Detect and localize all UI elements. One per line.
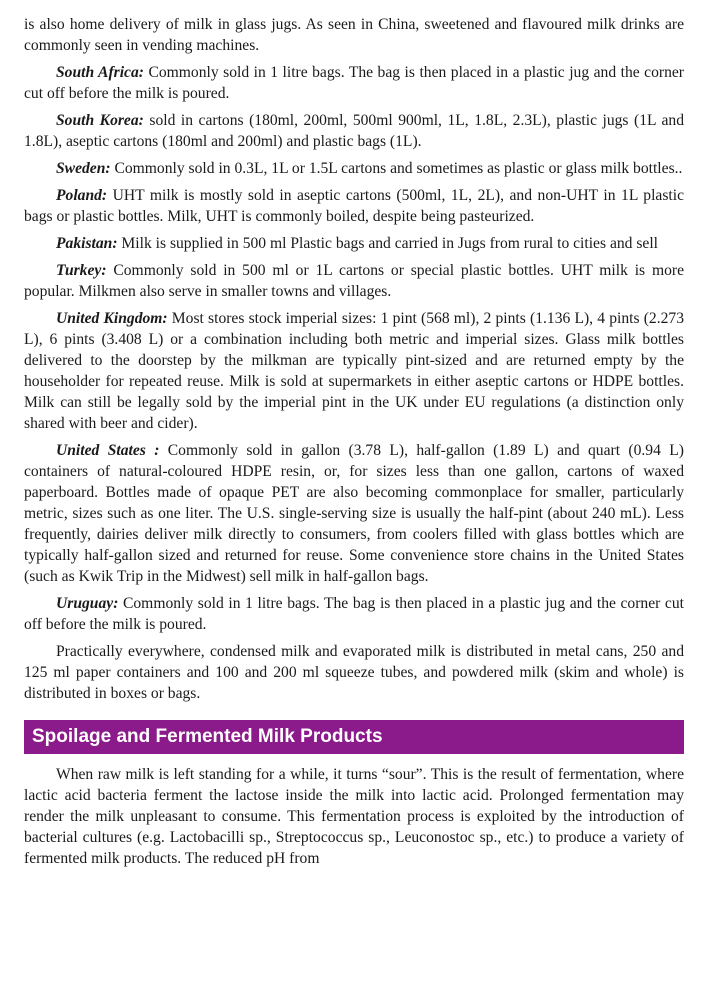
country-name: Turkey: — [56, 262, 107, 279]
section-paragraph: When raw milk is left standing for a while, it turns “sour”. This is the result of fermentation, where lactic acid bacteria ferment the lactose inside the milk into lactic acid. Prolonged fermentation may render the milk unpleasant to consume. This fermentation process is exploited by the introduction of bacterial cultures (e.g. Lactobacilli sp., Streptococcus sp., Leuconostoc sp., etc.) to produce a variety of fermented milk products. The reduced pH from — [24, 766, 684, 867]
country-paragraph-uruguay — [24, 593, 684, 635]
country-paragraph-sweden — [24, 158, 684, 179]
country-paragraph-south-korea — [24, 110, 684, 152]
country-paragraph-pakistan — [24, 233, 684, 254]
country-text: Commonly sold in 0.3L, 1L or 1.5L cartons and sometimes as plastic or glass milk bottles.. — [110, 160, 683, 177]
country-text: Commonly sold in 1 litre bags. The bag is then placed in a plastic jug and the corner cut off before the milk is poured. — [24, 595, 684, 633]
general-paragraph: Practically everywhere, condensed milk and evaporated milk is distributed in metal cans, 250 and 125 ml paper containers and 100 and 200 ml squeeze tubes, and powdered milk (skim and whole) is distributed in boxes or bags. — [24, 643, 684, 702]
country-text: sold in cartons (180ml, 200ml, 500ml 900ml, 1L, 1.8L, 2.3L), plastic jugs (1L and 1.8L), aseptic cartons (180ml and 200ml) and plastic bags (1L). — [24, 112, 684, 150]
country-name: United States : — [56, 442, 160, 459]
intro-tail-paragraph: is also home delivery of milk in glass jugs. As seen in China, sweetened and flavoured milk drinks are commonly seen in vending machines. — [24, 16, 684, 54]
country-paragraph-united-states — [24, 440, 684, 587]
country-paragraph-turkey — [24, 260, 684, 302]
country-paragraph-poland — [24, 185, 684, 227]
country-paragraph-united-kingdom — [24, 308, 684, 434]
country-text: Commonly sold in 500 ml or 1L cartons or special plastic bottles. UHT milk is more popular. Milkmen also serve in smaller towns and villages. — [24, 262, 684, 300]
country-name: Poland: — [56, 187, 108, 204]
country-name: Sweden: — [56, 160, 111, 177]
country-text: Commonly sold in gallon (3.78 L), half-gallon (1.89 L) and quart (0.94 L) containers of natural-coloured HDPE resin, or, for sizes less than one gallon, cartons of waxed paperboard. Bottles made of opaque PET are also becoming commonplace for smaller, particularly metric, sizes such as one liter. The U.S. single-serving size is usually the half-pint (about 240 mL). Less frequently, dairies deliver milk directly to consumers, from coolers filled with glass bottles which are typically half-gallon sized and returned for reuse. Some convenience store chains in the United States (such as Kwik Trip in the Midwest) sell milk in half-gallon bags. — [24, 442, 684, 585]
document-page — [24, 14, 684, 875]
country-text: Milk is supplied in 500 ml Plastic bags and carried in Jugs from rural to cities and sell — [117, 235, 659, 252]
section-heading-bar — [24, 720, 684, 754]
country-name: Uruguay: — [56, 595, 119, 612]
country-name: South Korea: — [56, 112, 144, 129]
country-paragraph-south-africa — [24, 62, 684, 104]
country-text: Commonly sold in 1 litre bags. The bag is then placed in a plastic jug and the corner cut off before the milk is poured. — [24, 64, 684, 102]
country-text: UHT milk is mostly sold in aseptic cartons (500ml, 1L, 2L), and non-UHT in 1L plastic bags or plastic bottles. Milk, UHT is commonly boiled, despite being pasteurized. — [24, 187, 684, 225]
country-name: Pakistan: — [56, 235, 118, 252]
country-text: Most stores stock imperial sizes: 1 pint (568 ml), 2 pints (1.136 L), 4 pints (2.273 L), 6 pints (3.408 L) or a combination including both metric and imperial sizes. Glass milk bottles delivered to the doorstep by the milkman are typically pint-sized and are returned empty by the householder for repeated reuse. Milk is sold at supermarkets in either aseptic cartons or HDPE bottles. Milk can still be legally sold by the imperial pint in the UK under EU regulations (a distinction only shared with beer and cider). — [24, 310, 685, 432]
country-name: South Africa: — [56, 64, 144, 81]
section-heading: Spoilage and Fermented Milk Products — [32, 726, 383, 747]
country-name: United Kingdom: — [56, 310, 168, 327]
